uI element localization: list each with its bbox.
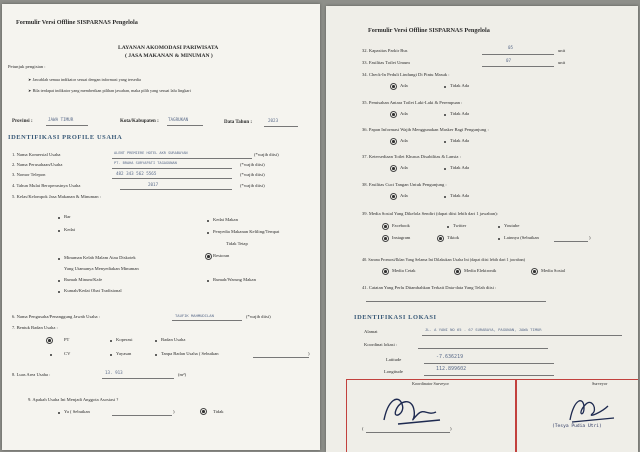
- q37-option-no[interactable]: Tidak Ada: [450, 165, 470, 170]
- q1-label: 1. Nama Komersial Usaha: [12, 152, 61, 157]
- surveyor-signature: [562, 392, 622, 426]
- q34-bullet-no: [444, 86, 446, 88]
- q37-label: 37. Ketersediaan Toilet Khusus Disabilitas & Lansia :: [362, 154, 461, 159]
- q3-value: 482 343 562 5565: [116, 171, 157, 176]
- q38-radio-yes[interactable]: [390, 193, 397, 200]
- q38-option-no[interactable]: Tidak Ada: [450, 193, 470, 198]
- q33-line: [482, 66, 554, 67]
- q39-label: 39. Media Sosial Yang Dikelola Sendiri (dapat diisi lebih dari 1 jawaban):: [362, 211, 498, 216]
- q40-check-print[interactable]: [382, 268, 389, 275]
- q34-radio-yes[interactable]: [390, 83, 397, 90]
- longitude-value: 112.899602: [436, 366, 467, 372]
- left-page: [2, 4, 320, 450]
- q5-option-mobile-line2: Tidak Tetap: [226, 241, 248, 246]
- q39-check-instagram[interactable]: [382, 235, 389, 242]
- q7-option-tanpa[interactable]: Tanpa Badan Usaha ( Sebutkan: [161, 351, 219, 356]
- q4-required: (*wajib diisi): [240, 183, 265, 188]
- q38-label: 38. Fasilitas Cuci Tangan Untuk Pengunjung :: [362, 182, 447, 187]
- q5-option-warung[interactable]: Rumah/Warung Makan: [213, 277, 256, 282]
- q7-close-paren: ): [308, 351, 310, 356]
- q37-radio-yes[interactable]: [390, 165, 397, 172]
- q41-notes-line[interactable]: [366, 301, 546, 302]
- latitude-value: -7.636219: [436, 354, 464, 360]
- coordinator-label: Koordinator Surveyor: [412, 381, 449, 386]
- form-title-line1: LAYANAN AKOMODASI PARIWISATA: [118, 45, 219, 51]
- q3-label: 3. Nomor Telepon: [12, 172, 46, 177]
- q36-label: 36. Papan Informasi Wajib Menggunakan Masker Bagi Pengunjung :: [362, 127, 489, 132]
- form-header-left: Formulir Versi Offline SISPARNAS Pengelola: [16, 19, 138, 26]
- q7-radio-pt[interactable]: [46, 337, 53, 344]
- province-value: JAWA TIMUR: [48, 117, 74, 122]
- q38-option-yes[interactable]: Ada: [400, 193, 408, 198]
- q5-option-nightclub-line2: Yang Utamanya Menyediakan Minuman: [64, 266, 139, 271]
- q32-value: 05: [508, 45, 514, 50]
- q9-option-yes[interactable]: Ya ( Sebutkan: [64, 409, 90, 414]
- q35-radio-yes[interactable]: [390, 111, 397, 118]
- q1-line: [112, 158, 252, 159]
- q40-option-print[interactable]: Media Cetak: [392, 268, 416, 273]
- q7-other-line[interactable]: [253, 357, 309, 358]
- q35-bullet-no: [444, 114, 446, 116]
- q6-line: [172, 320, 242, 321]
- q1-value: ALENT PREMIERE HOTEL AKR SURABAYAN: [114, 151, 188, 155]
- q32-label: 32. Kapasitas Parkir Bus: [362, 48, 408, 53]
- instruction-1-text: Jawablah semua indikator sesuai dengan informasi yang tersedia: [32, 77, 141, 82]
- longitude-line: [424, 375, 554, 376]
- q6-required: (*wajib diisi): [246, 314, 271, 319]
- q9-label: 9. Apakah Usaha Ini Menjadi Anggota Asosiasi ?: [28, 397, 119, 402]
- q5-option-bullet-nightclub: [58, 258, 60, 260]
- q5-option-nightclub[interactable]: Minuman Kelab Malam Atau Diskotek: [64, 255, 136, 260]
- longitude-label: Longitude: [384, 369, 403, 374]
- q1-required: (*wajib diisi): [254, 152, 279, 157]
- instruction-1: ➤ Jawablah semua indikator sesuai dengan informasi yang tersedia: [28, 77, 141, 82]
- q5-radio-restoran[interactable]: [205, 253, 212, 260]
- year-value: 2023: [268, 118, 279, 123]
- q4-value: 2017: [148, 182, 159, 187]
- q2-line: [112, 168, 232, 169]
- q40-check-electronic[interactable]: [454, 268, 461, 275]
- q39-bullet-youtube: [498, 226, 500, 228]
- q35-option-no[interactable]: Tidak Ada: [450, 111, 470, 116]
- q8-unit: (m²): [178, 372, 187, 377]
- city-label: Kota/Kabupaten :: [120, 119, 159, 124]
- q5-option-bullet-herbal: [58, 291, 60, 293]
- q5-option-bullet-kedai: [58, 230, 60, 232]
- form-title-line2: ( JASA MAKANAN & MINUMAN ): [125, 53, 213, 59]
- q39-option-tiktok[interactable]: Tiktok: [447, 235, 460, 240]
- coord-label: Koordinat lokasi :: [364, 342, 398, 347]
- address-line: [422, 335, 622, 336]
- q7-label: 7. Bentuk Badan Usaha :: [12, 325, 58, 330]
- city-line: [167, 125, 203, 126]
- q4-label: 4. Tahun Mulai Beroperasinya Usaha: [12, 183, 81, 188]
- latitude-label: Latitude: [386, 357, 402, 362]
- surveyor-name: (Tesya Pudia Utri): [552, 424, 602, 429]
- q7-bullet-yayasan: [110, 354, 112, 356]
- q39-option-instagram[interactable]: Instagram: [392, 235, 411, 240]
- q6-label: 6. Nama Pengusaha/Penanggung Jawab Usaha :: [12, 314, 101, 319]
- q9-other-line[interactable]: [112, 415, 172, 416]
- q34-option-no[interactable]: Tidak Ada: [450, 83, 470, 88]
- q35-label: 35. Pemisahan Antara Toilet Laki-Laki & Perempuan :: [362, 100, 463, 105]
- q7-bullet-tanpa: [155, 354, 157, 356]
- instructions-label: Petunjuk pengisian :: [8, 64, 46, 69]
- q36-radio-yes[interactable]: [390, 138, 397, 145]
- q36-option-yes[interactable]: Ada: [400, 138, 408, 143]
- q39-bullet-other: [498, 238, 500, 240]
- q4-line: [120, 189, 232, 190]
- q7-option-cv[interactable]: CV: [64, 351, 71, 356]
- q32-line: [482, 54, 554, 55]
- q40-option-social[interactable]: Media Sosial: [541, 268, 566, 273]
- q3-line: [112, 178, 232, 179]
- address-label: Alamat: [364, 329, 378, 334]
- q6-value: TAUFIK MAHMUDILAN: [175, 313, 214, 318]
- q9-radio-no[interactable]: [200, 408, 207, 415]
- coordinator-signature: [378, 390, 448, 430]
- q35-option-yes[interactable]: Ada: [400, 111, 408, 116]
- q34-label: 34. Check-In Peduli Lindungi Di Pintu Masuk :: [362, 72, 450, 77]
- q37-bullet-no: [444, 168, 446, 170]
- q33-unit: unit: [558, 60, 566, 65]
- form-header-right: Formulir Versi Offline SISPARNAS Pengelola: [368, 27, 490, 34]
- q38-bullet-no: [444, 196, 446, 198]
- q39-option-youtube[interactable]: Youtube: [504, 223, 520, 228]
- q5-option-bullet-kedai-makan: [207, 220, 209, 222]
- latitude-line: [424, 363, 554, 364]
- q33-value: 07: [506, 58, 512, 63]
- q41-label: 41. Catatan Yang Perlu Ditambahkan Terkait Data-data Yang Telah diisi :: [362, 285, 497, 290]
- province-line: [46, 125, 88, 126]
- instruction-2-text: Bila terdapat indikator yang memberikan pilihan jawaban, maka pilih yang sesuai lalu lingkari: [32, 88, 191, 93]
- q7-bullet-cv: [50, 354, 52, 356]
- q2-value: PT. BRAHA SURYAPATI TAGAGUNAN: [114, 161, 177, 165]
- year-line: [264, 126, 298, 127]
- q34-option-yes[interactable]: Ada: [400, 83, 408, 88]
- q37-option-yes[interactable]: Ada: [400, 165, 408, 170]
- q5-option-bullet-mobile: [207, 232, 209, 234]
- province-label: Provinsi :: [12, 119, 33, 124]
- q36-bullet-no: [444, 141, 446, 143]
- q5-option-bullet-warung: [207, 280, 209, 282]
- q39-close-paren: ): [589, 235, 591, 240]
- right-page: [326, 6, 638, 452]
- q39-option-facebook[interactable]: Facebook: [392, 223, 410, 228]
- q8-value: 13. 913: [105, 370, 123, 375]
- coord-line: [418, 348, 548, 349]
- q5-option-kedai[interactable]: Kedai: [64, 227, 75, 232]
- q2-required: (*wajib diisi): [240, 162, 265, 167]
- q39-check-facebook[interactable]: [382, 223, 389, 230]
- q39-option-twitter[interactable]: Twitter: [453, 223, 467, 228]
- q5-option-bullet-bar: [58, 217, 60, 219]
- q7-option-badan-usaha[interactable]: Badan Usaha: [161, 337, 186, 342]
- q7-bullet-koperasi: [110, 340, 112, 342]
- q5-option-bar[interactable]: Bar: [64, 214, 71, 219]
- coordinator-name-close: ): [450, 426, 452, 431]
- q7-option-pt[interactable]: PT: [64, 337, 70, 342]
- q39-check-tiktok[interactable]: [437, 235, 444, 242]
- year-label: Data Tahun :: [224, 120, 253, 125]
- q5-option-mobile[interactable]: Penyedia Makanan Keliling/Tempat: [213, 229, 280, 234]
- coordinator-name-line: [366, 432, 450, 433]
- q8-label: 8. Luas Area Usaha :: [12, 372, 51, 377]
- q39-other-line[interactable]: [554, 241, 588, 242]
- q9-option-no[interactable]: Tidak: [213, 409, 224, 414]
- q5-option-cafe[interactable]: Rumah Minum/Kafe: [64, 277, 103, 282]
- q7-option-yayasan[interactable]: Yayasan: [116, 351, 132, 356]
- q8-line: [102, 378, 174, 379]
- q5-option-herbal[interactable]: Kumah/Kedai Obat Tradisional: [64, 288, 122, 293]
- q40-label: 40. Sarana Promosi/Iklan Yang Selama Ini Dilakukan Usaha Ini (dapat diisi lebih dari 1 jawaban): [362, 257, 526, 262]
- q36-option-no[interactable]: Tidak Ada: [450, 138, 470, 143]
- q39-option-other[interactable]: Lainnya (Sebutkan: [504, 235, 539, 240]
- q5-option-restoran[interactable]: Restoran: [213, 253, 230, 258]
- q40-check-social[interactable]: [531, 268, 538, 275]
- q2-label: 2. Nama Perusahaan/Usaha: [12, 162, 63, 167]
- q40-option-electronic[interactable]: Media Elektronik: [464, 268, 497, 273]
- q7-bullet-badan-usaha: [155, 340, 157, 342]
- instruction-2: ➤ Bila terdapat indikator yang memberikan pilihan jawaban, maka pilih yang sesuai lalu lingkari: [28, 88, 191, 93]
- section-location-title: IDENTIFIKASI LOKASI: [354, 314, 437, 321]
- surveyor-label: Surveyor: [592, 381, 608, 386]
- q33-label: 33. Fasilitas Toilet Umum: [362, 60, 410, 65]
- q39-bullet-twitter: [447, 226, 449, 228]
- q5-label: 5. Kelas/Kelompok Jasa Makanan & Minuman :: [12, 194, 101, 199]
- q9-close-paren: ): [173, 409, 175, 414]
- q3-required: (*wajib diisi): [240, 172, 265, 177]
- q7-option-koperasi[interactable]: Koperasi: [116, 337, 133, 342]
- q9-bullet-yes: [58, 412, 60, 414]
- q5-option-kedai-makan[interactable]: Kedai Makan: [213, 217, 238, 222]
- section-profile-title: IDENTIFIKASI PROFILE USAHA: [8, 134, 123, 141]
- coordinator-name-open: (: [362, 426, 364, 431]
- q5-option-bullet-cafe: [58, 280, 60, 282]
- address-value: JL. A YANI NO 65 - 67 SURABAYA, PAGUNAN, JAWA TIMUR: [425, 327, 542, 332]
- city-value: TAGRUKAN: [168, 117, 189, 122]
- q32-unit: unit: [558, 48, 566, 53]
